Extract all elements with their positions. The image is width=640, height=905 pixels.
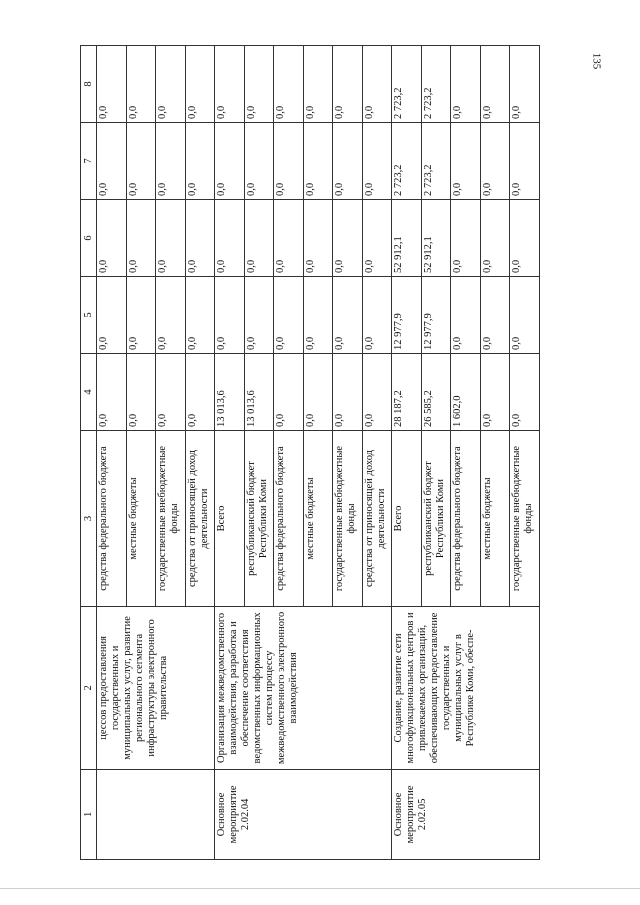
value-cell: 0,0 (215, 277, 245, 354)
value-cell: 0,0 (126, 277, 156, 354)
value-cell: 0,0 (480, 46, 510, 123)
value-cell: 0,0 (274, 277, 304, 354)
value-cell: 52 912,1 (392, 200, 422, 277)
rotated-table-area (80, 45, 540, 860)
value-cell: 0,0 (185, 200, 215, 277)
value-cell: 0,0 (126, 46, 156, 123)
value-cell: 0,0 (362, 354, 392, 431)
measure-cell: Основное мероприятие 2.02.04 (215, 769, 392, 859)
page-number: 135 (590, 52, 603, 70)
value-cell: 0,0 (274, 200, 304, 277)
source-cell: местные бюджеты (480, 431, 510, 607)
value-cell: 0,0 (333, 46, 363, 123)
value-cell: 0,0 (215, 200, 245, 277)
value-cell: 0,0 (362, 46, 392, 123)
source-cell: государственные внебюджетные фонды (510, 431, 540, 607)
value-cell: 0,0 (156, 46, 186, 123)
value-cell: 0,0 (126, 354, 156, 431)
value-cell: 0,0 (303, 123, 333, 200)
description-cell: цессов предоставления государственных и муниципальных услуг, развитие регионального сегмента инфраструктуры электронного правительства (97, 607, 215, 770)
value-cell: 0,0 (156, 354, 186, 431)
value-cell: 1 602,0 (451, 354, 481, 431)
value-cell: 2 723,2 (421, 123, 451, 200)
table-row (215, 46, 245, 860)
value-cell: 0,0 (185, 354, 215, 431)
col-header: 4 (81, 354, 97, 431)
source-cell: средства федерального бюджета (97, 431, 127, 607)
value-cell: 0,0 (510, 200, 540, 277)
col-header: 5 (81, 277, 97, 354)
value-cell: 12 977,9 (392, 277, 422, 354)
value-cell: 0,0 (156, 277, 186, 354)
table-container (80, 45, 540, 860)
value-cell: 0,0 (451, 200, 481, 277)
value-cell: 0,0 (274, 123, 304, 200)
source-cell: средства федерального бюджета (451, 431, 481, 607)
value-cell: 0,0 (97, 354, 127, 431)
value-cell: 0,0 (480, 200, 510, 277)
value-cell: 0,0 (97, 200, 127, 277)
value-cell: 12 977,9 (421, 277, 451, 354)
measure-cell: Основное мероприятие 2.02.05 (392, 769, 540, 859)
measure-cell (97, 769, 215, 859)
value-cell: 0,0 (362, 200, 392, 277)
value-cell: 28 187,2 (392, 354, 422, 431)
value-cell: 0,0 (510, 123, 540, 200)
table-row (97, 46, 127, 860)
value-cell: 2 723,2 (392, 123, 422, 200)
source-cell: республиканский бюджет Республики Коми (421, 431, 451, 607)
value-cell: 0,0 (244, 123, 274, 200)
value-cell: 0,0 (451, 277, 481, 354)
value-cell: 13 013,6 (244, 354, 274, 431)
source-cell: средства от приносящей доход деятельности (362, 431, 392, 607)
value-cell: 0,0 (362, 277, 392, 354)
value-cell: 0,0 (333, 354, 363, 431)
col-header: 2 (81, 607, 97, 770)
value-cell: 13 013,6 (215, 354, 245, 431)
value-cell: 0,0 (303, 46, 333, 123)
col-header: 6 (81, 200, 97, 277)
table-body (97, 46, 540, 860)
header-row (81, 46, 97, 860)
value-cell: 0,0 (480, 277, 510, 354)
funding-table (80, 45, 540, 860)
value-cell: 0,0 (244, 200, 274, 277)
value-cell: 0,0 (156, 123, 186, 200)
scan-edge-line (0, 888, 640, 889)
value-cell: 26 585,2 (421, 354, 451, 431)
source-cell: Всего (392, 431, 422, 607)
value-cell: 0,0 (303, 200, 333, 277)
value-cell: 0,0 (185, 277, 215, 354)
value-cell: 0,0 (97, 277, 127, 354)
col-header: 3 (81, 431, 97, 607)
source-cell: средства федерального бюджета (274, 431, 304, 607)
value-cell: 0,0 (510, 46, 540, 123)
value-cell: 0,0 (97, 46, 127, 123)
source-cell: республиканский бюджет Республики Коми (244, 431, 274, 607)
value-cell: 0,0 (333, 200, 363, 277)
col-header: 1 (81, 769, 97, 859)
value-cell: 0,0 (156, 200, 186, 277)
description-cell: Организация межведомственного взаимодействия, разработка и обеспечение соответствия ведомственных информационных систем процессу межведомственного электронного взаимодействия (215, 607, 392, 770)
value-cell: 0,0 (362, 123, 392, 200)
source-cell: местные бюджеты (126, 431, 156, 607)
col-header: 7 (81, 123, 97, 200)
value-cell: 0,0 (333, 277, 363, 354)
value-cell: 0,0 (510, 354, 540, 431)
source-cell: местные бюджеты (303, 431, 333, 607)
value-cell: 0,0 (451, 46, 481, 123)
value-cell: 0,0 (215, 46, 245, 123)
value-cell: 52 912,1 (421, 200, 451, 277)
value-cell: 0,0 (333, 123, 363, 200)
value-cell: 0,0 (451, 123, 481, 200)
description-cell: Создание, развитие сети многофункциональных центров и привлекаемых организаций, обеспечивающих предоставление государственных и муниципальных услуг в Республике Коми, обеспе- (392, 607, 540, 770)
value-cell: 0,0 (480, 123, 510, 200)
table-row (392, 46, 422, 860)
value-cell: 0,0 (244, 277, 274, 354)
value-cell: 0,0 (244, 46, 274, 123)
source-cell: государственные внебюджетные фонды (333, 431, 363, 607)
value-cell: 0,0 (185, 123, 215, 200)
col-header: 8 (81, 46, 97, 123)
source-cell: Всего (215, 431, 245, 607)
value-cell: 0,0 (126, 200, 156, 277)
source-cell: государственные внебюджетные фонды (156, 431, 186, 607)
value-cell: 0,0 (215, 123, 245, 200)
value-cell: 0,0 (480, 354, 510, 431)
value-cell: 2 723,2 (421, 46, 451, 123)
value-cell: 0,0 (510, 277, 540, 354)
value-cell: 0,0 (303, 277, 333, 354)
value-cell: 0,0 (303, 354, 333, 431)
value-cell: 0,0 (274, 354, 304, 431)
value-cell: 0,0 (126, 123, 156, 200)
source-cell: средства от приносящей доход деятельности (185, 431, 215, 607)
value-cell: 0,0 (274, 46, 304, 123)
value-cell: 0,0 (97, 123, 127, 200)
value-cell: 0,0 (185, 46, 215, 123)
value-cell: 2 723,2 (392, 46, 422, 123)
